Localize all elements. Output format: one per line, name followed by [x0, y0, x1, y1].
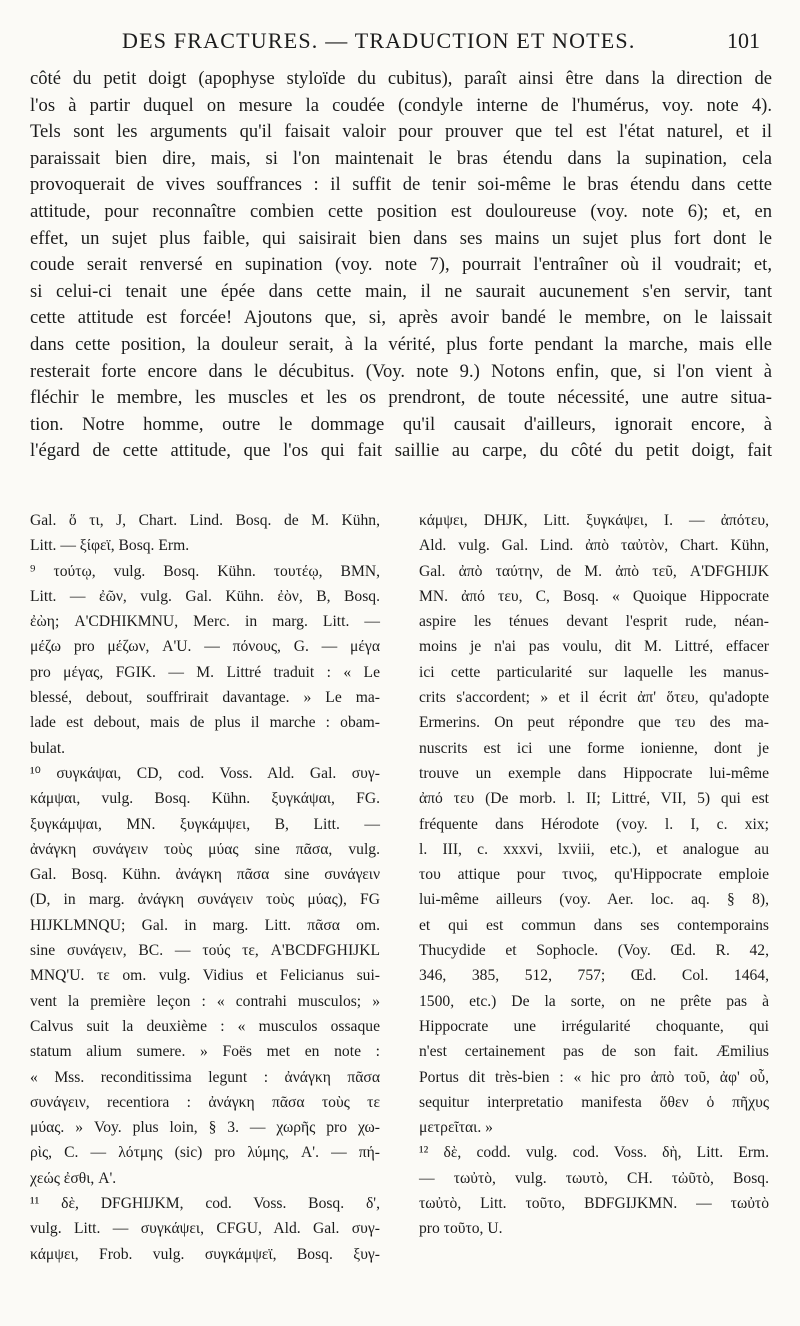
- footnote-line: κάμψει, Frob. vulg. συγκάμψεϊ, Bosq. ξυγ-: [30, 1245, 380, 1263]
- footnote-line: ξυγκάμψαι, MN. ξυγκάμψει, B, Litt. —: [30, 815, 380, 833]
- footnote-line: crits s'accordent; » et il écrit ἀπ' ὅτευ, qu'adopte: [419, 689, 769, 707]
- footnote-line: 1500, etc.) De la sorte, on ne prête pas à: [419, 992, 769, 1010]
- footnote-line: MN. ἀπό τευ, C, Bosq. « Quoique Hippocrate: [419, 587, 769, 605]
- main-text-line: fléchir le membre, les muscles et les os prendront, de toute nécessité, une autre situa-: [30, 387, 772, 409]
- footnote-line: κάμψει, DHJK, Litt. ξυγκάψει, I. — ἀπότευ,: [419, 512, 769, 529]
- main-text-line: l'égard de cette attitude, que l'os qui fait saillie au carpe, du côté du petit doigt, fait: [30, 440, 772, 462]
- footnote-line: Ermerins. On peut répondre que τευ des ma-: [419, 714, 769, 732]
- footnote-line: vent la première leçon : « contrahi musculos; »: [30, 992, 380, 1010]
- footnote-line: moins je n'ai pas voulu, dit M. Littré, effacer: [419, 638, 769, 656]
- footnote-line: nuscrits est ici une forme ionienne, dont je: [419, 739, 769, 757]
- footnote-line: χεώς ἐσθι, A'.: [30, 1169, 117, 1187]
- page-number: 101: [727, 28, 760, 53]
- footnote-line: Gal. Bosq. Kühn. ἀνάγκη πᾶσα sine συνάγειν: [30, 866, 380, 884]
- main-text-line: Tels sont les arguments qu'il faisait valoir pour prouver que tel est l'état naturel, et il: [30, 121, 772, 143]
- footnote-line: aspire les ténues devant l'esprit rude, néan-: [419, 613, 769, 631]
- footnote-line: μύας. » Voy. plus loin, § 3. — χωρῆς pro χω-: [30, 1119, 380, 1137]
- main-text-line: l'os à partir duquel on mesure la coudée (condyle interne de l'humérus, voy. note 4).: [30, 94, 772, 116]
- footnote-line: lui-même ailleurs (voy. Aer. loc. aq. § 8),: [419, 891, 769, 909]
- footnote-line: blessé, debout, souffrirait davantage. » Le ma-: [30, 689, 380, 707]
- main-text-line: dans cette position, la douleur serait, à la vérité, plus forte pendant la marche, mais elle: [30, 333, 772, 355]
- footnote-line: Calvus suit la deuxième : « musculos ossaque: [30, 1017, 380, 1035]
- footnote-line: τωὐτὸ, Litt. τοῦτο, BDFGIJKMN. — τωὐτὸ: [419, 1195, 769, 1213]
- footnote-line: ἐὼη; A'CDHIKMNU, Merc. in marg. Litt. —: [30, 613, 380, 631]
- footnote-line: (D, in marg. ἀνάγκη συνάγειν τοὺς μύας), FG: [30, 891, 380, 909]
- main-text: [30, 66, 772, 465]
- footnote-line: pro μέγας, FGIK. — M. Littré traduit : « Le: [30, 663, 380, 681]
- footnote-line: Litt. — ἐῶν, vulg. Gal. Kühn. ἐὸν, B, Bosq.: [30, 587, 380, 605]
- footnote-line: lade est debout, mais de plus il marche : obam-: [30, 714, 380, 732]
- footnote-line: sequitur interpretatio manifesta ὅθεν ὁ πῆχυς: [419, 1093, 769, 1111]
- footnote-line: trouve un exemple dans Hippocrate lui-même: [419, 764, 769, 782]
- footnote-line: l. III, c. xxxvi, lxviii, etc.), et analogue au: [419, 840, 769, 858]
- footnotes-left-column: [30, 508, 380, 1267]
- footnote-line: Ald. vulg. Gal. Lind. ἀπὸ ταὐτὸν, Chart. Kühn,: [419, 537, 769, 555]
- footnote-line: ἀπό τευ (De morb. l. II; Littré, VII, 5) qui est: [419, 790, 769, 808]
- main-text-line: coude serait renversé en supination (voy. note 7), pourrait l'entraîner où il voudrait; et,: [30, 254, 772, 276]
- main-text-line: attitude, pour reconnaître combien cette position est douloureuse (voy. note 6); et, en: [30, 200, 772, 222]
- main-text-line: cette attitude est forcée! Ajoutons que, si, après avoir bandé le membre, on le laissait: [30, 307, 772, 329]
- footnote-line: 346, 385, 512, 757; Œd. Col. 1464,: [419, 967, 769, 985]
- footnote-line: Gal. ὅ τι, J, Chart. Lind. Bosq. de M. Kühn,: [30, 512, 380, 529]
- footnote-line: sine συνάγειν, BC. — τούς τε, A'BCDFGHIJKL: [30, 942, 380, 960]
- footnote-line: Portus dit très-bien : « hic pro ἀπὸ τοῦ, ἀφ' οὗ,: [419, 1068, 769, 1086]
- footnote-line: μετρεῖται. »: [419, 1119, 493, 1137]
- footnote-line: ⁹ τούτῳ, vulg. Bosq. Kühn. τουτέῳ, BMN,: [30, 562, 380, 580]
- main-text-line: tion. Notre homme, outre le dommage qu'il causait d'ailleurs, ignorait encore, à: [30, 413, 772, 435]
- footnote-line: fréquente dans Hérodote (voy. l. I, c. xix;: [419, 815, 769, 833]
- footnote-line: pro τοῦτο, U.: [419, 1220, 503, 1238]
- footnote-line: κάμψαι, vulg. Bosq. Kühn. ξυγκάψαι, FG.: [30, 790, 380, 808]
- footnote-line: ¹⁰ συγκάψαι, CD, cod. Voss. Ald. Gal. συγ-: [30, 764, 380, 782]
- footnote-line: et qui est commun dans ses contemporains: [419, 916, 769, 934]
- footnote-line: ἀνάγκη συνάγειν τοὺς μύας sine πᾶσα, vulg.: [30, 840, 380, 858]
- footnotes-right-column: [419, 508, 769, 1242]
- main-text-line: provoquerait de vives souffrances : il suffit de tenir soi-même le bras étendu dans cette: [30, 174, 772, 196]
- footnote-line: HIJKLMNQU; Gal. in marg. Litt. πᾶσα om.: [30, 916, 380, 934]
- main-text-line: effet, un sujet plus faible, qui saisirait bien dans ses mains un sujet plus fort dont le: [30, 227, 772, 249]
- footnote-line: ici cette particularité sur laquelle les manus-: [419, 663, 769, 681]
- footnote-line: bulat.: [30, 739, 66, 757]
- footnote-line: Gal. ἀπὸ ταύτην, de M. ἀπὸ τεῦ, A'DFGHIJK: [419, 562, 769, 580]
- footnote-line: Litt. — ξίφεϊ, Bosq. Erm.: [30, 537, 190, 555]
- footnote-line: Thucydide et Sophocle. (Voy. Œd. R. 42,: [419, 942, 769, 960]
- footnote-line: n'est certainement pas de son fait. Æmilius: [419, 1043, 769, 1061]
- footnote-line: — τωὐτὸ, vulg. τωυτὸ, CH. τὠῦτὸ, Bosq.: [419, 1169, 769, 1187]
- footnote-line: ρὶς, C. — λότμης (sic) pro λύμης, A'. — πή-: [30, 1144, 380, 1162]
- main-text-line: resterait forte encore dans le décubitus. (Voy. note 9.) Notons enfin, que, si l'on vient à: [30, 360, 772, 382]
- footnote-line: MNQ'U. τε om. vulg. Vidius et Felicianus sui-: [30, 967, 380, 985]
- footnote-line: vulg. Litt. — συγκάψει, CFGU, Ald. Gal. συγ-: [30, 1220, 380, 1238]
- footnote-line: μέζω pro μέζων, A'U. — πόνους, G. — μέγα: [30, 638, 380, 656]
- running-title: DES FRACTURES. — TRADUCTION ET NOTES.: [122, 28, 636, 53]
- footnote-line: statum alium sumere. » Foës met en note :: [30, 1043, 380, 1061]
- footnote-line: « Mss. reconditissima legunt : ἀνάγκη πᾶσα: [30, 1068, 380, 1086]
- footnote-line: Hippocrate une irrégularité choquante, qui: [419, 1017, 769, 1035]
- main-text-line: paraissait bien dire, mais, si l'on maintenait le bras étendu dans la supination, cela: [30, 147, 772, 169]
- footnote-line: ¹¹ δὲ, DFGHIJKM, cod. Voss. Bosq. δ',: [30, 1195, 380, 1213]
- footnote-line: του attique pour τινος, qu'Hippocrate emploie: [419, 866, 769, 884]
- main-text-line: côté du petit doigt (apophyse styloïde du cubitus), paraît ainsi être dans la direction de: [30, 68, 772, 89]
- footnote-line: συνάγειν, recentiora : ἀνάγκη πᾶσα τοὺς τε: [30, 1093, 380, 1111]
- page-header: [60, 28, 760, 58]
- main-text-line: si celui-ci tenait une épée dans cette main, il ne saurait aucunement s'en servir, tant: [30, 280, 772, 302]
- footnote-line: ¹² δὲ, codd. vulg. cod. Voss. δὴ, Litt. Erm.: [419, 1144, 769, 1162]
